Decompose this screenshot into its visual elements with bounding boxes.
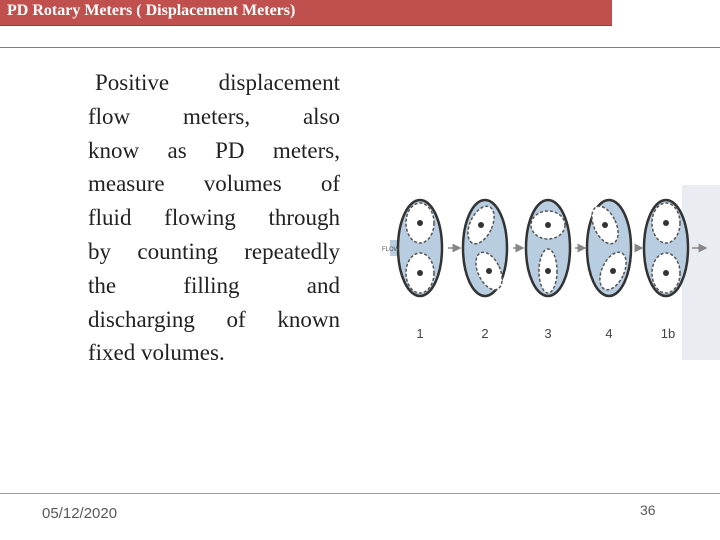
meter-stage (587, 200, 632, 296)
flow-label: FLOW (382, 247, 400, 253)
meter-stage (463, 200, 508, 296)
title-bar (0, 0, 612, 26)
figure-background-strip (682, 185, 720, 360)
stage-label: 1b (660, 326, 676, 341)
footer-date: 05/12/2020 (42, 505, 118, 522)
page-number: 36 (640, 502, 656, 518)
body-line: fixed volumes. (88, 340, 225, 366)
stage-label: 3 (544, 326, 552, 341)
body-line: by counting repeatedly (88, 238, 340, 264)
footer-divider (0, 493, 720, 494)
body-paragraph (88, 66, 340, 370)
body-line: discharging of known (88, 306, 340, 332)
title-divider (0, 47, 720, 48)
body-line: Positive displacement (95, 70, 340, 95)
body-line: fluid flowing through (88, 205, 340, 231)
body-line: flow meters, also (88, 103, 340, 129)
slide-title: PD Rotary Meters ( Displacement Meters) (7, 2, 296, 19)
meter-stage (526, 200, 570, 296)
stage-label: 1 (416, 326, 424, 341)
stage-label: 4 (605, 326, 613, 341)
body-line: know as PD meters, (88, 137, 340, 163)
rotary-meter-diagram (380, 185, 720, 360)
body-line: the filling and (88, 272, 340, 298)
body-line: measure volumes of (88, 171, 340, 197)
stage-label: 2 (481, 326, 489, 341)
meter-stage (644, 200, 688, 296)
